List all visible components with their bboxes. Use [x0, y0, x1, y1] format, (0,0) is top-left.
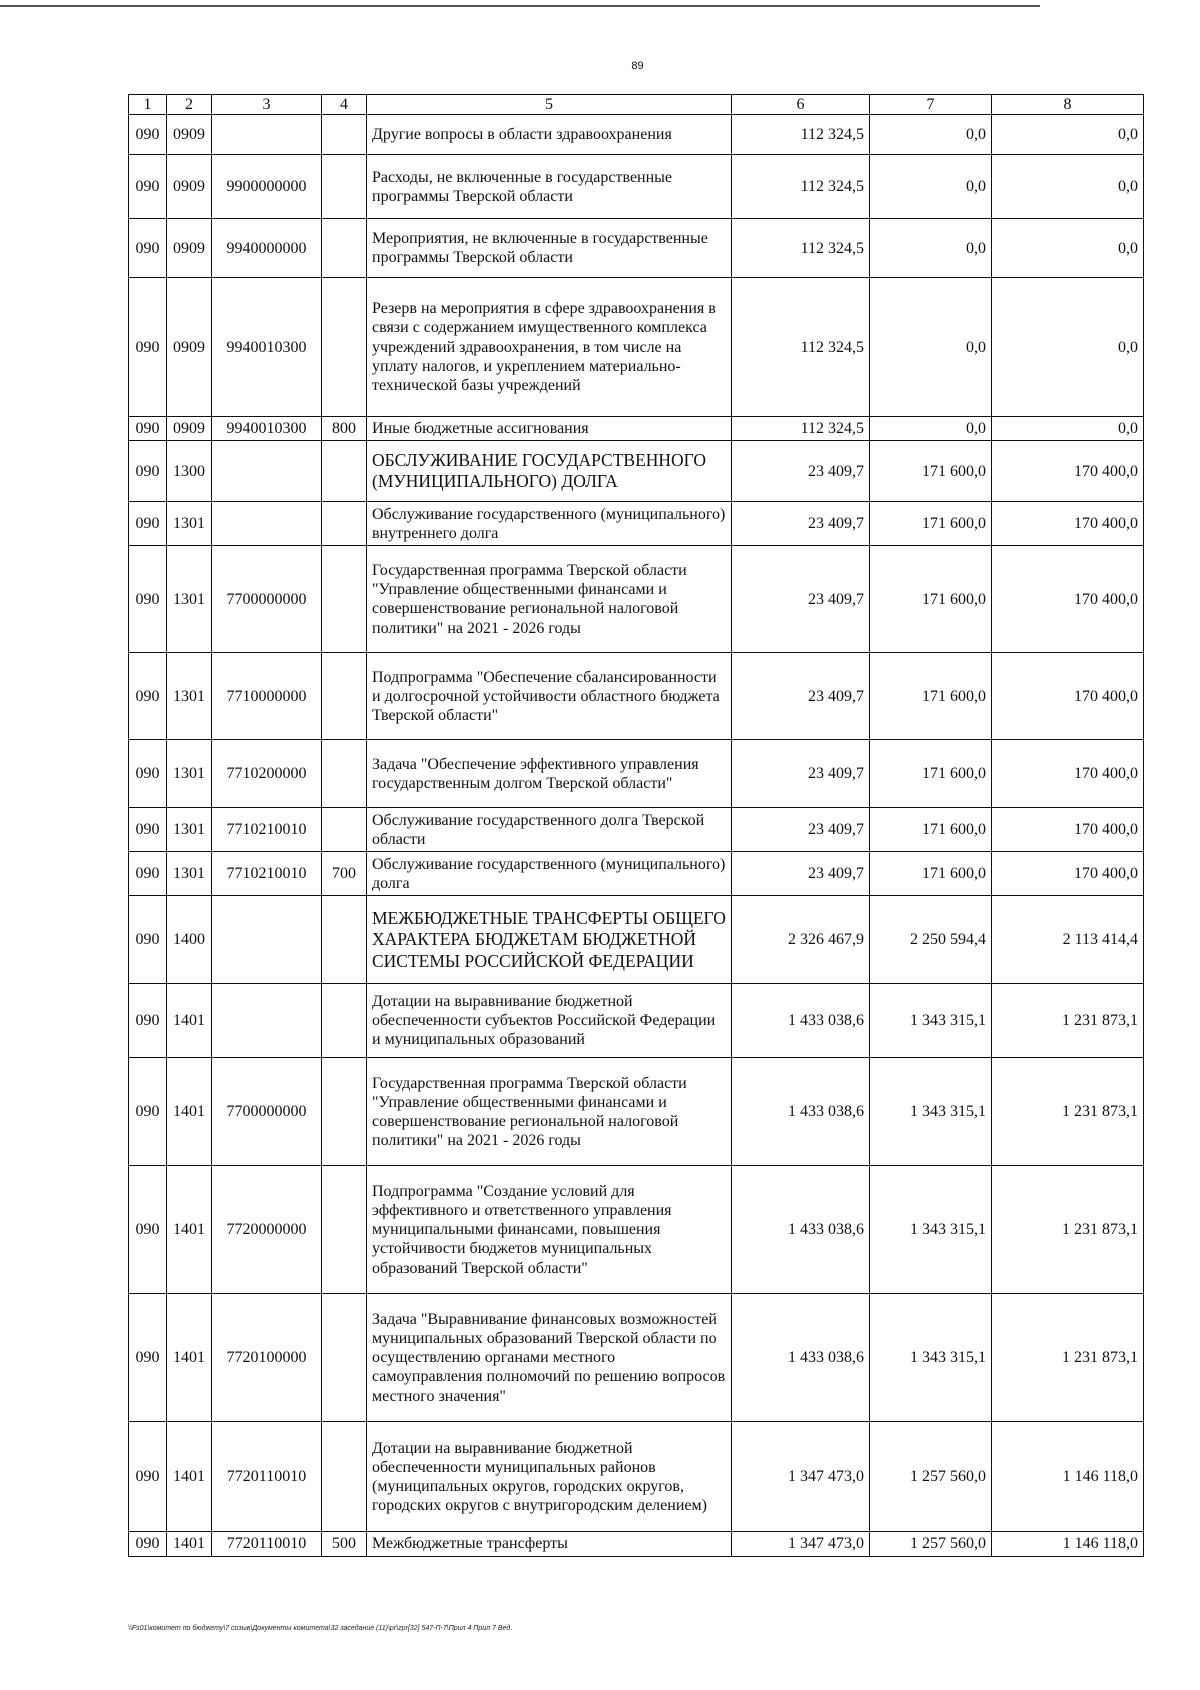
cell-description: Мероприятия, не включенные в государственные программы Тверской области — [367, 219, 732, 278]
cell-value-col7: 1 257 560,0 — [870, 1532, 992, 1556]
cell-value-col8: 1 231 873,1 — [992, 1058, 1144, 1166]
cell-value-col6: 23 409,7 — [732, 441, 870, 502]
cell-description: МЕЖБЮДЖЕТНЫЕ ТРАНСФЕРТЫ ОБЩЕГО ХАРАКТЕРА БЮДЖЕТАМ БЮДЖЕТНОЙ СИСТЕМЫ РОССИЙСКОЙ ФЕДЕРАЦИИ — [367, 896, 732, 984]
cell-value-col7: 171 600,0 — [870, 808, 992, 852]
cell-value-col7: 1 343 315,1 — [870, 1166, 992, 1294]
cell-value-col8: 1 146 118,0 — [992, 1532, 1144, 1556]
cell-value-col6: 23 409,7 — [732, 502, 870, 546]
cell-description: Обслуживание государственного (муниципального) внутреннего долга — [367, 502, 732, 546]
cell-description: ОБСЛУЖИВАНИЕ ГОСУДАРСТВЕННОГО (МУНИЦИПАЛЬНОГО) ДОЛГА — [367, 441, 732, 502]
cell-expense-type — [322, 441, 367, 502]
cell-value-col6: 112 324,5 — [732, 417, 870, 441]
cell-admin-code: 090 — [129, 1294, 167, 1422]
cell-admin-code: 090 — [129, 1422, 167, 1532]
cell-section-code: 1401 — [167, 1532, 212, 1556]
cell-description: Задача "Обеспечение эффективного управления государственным долгом Тверской области" — [367, 740, 732, 808]
cell-target-code: 7710000000 — [212, 653, 322, 740]
cell-value-col6: 23 409,7 — [732, 546, 870, 653]
table-row — [129, 1294, 1144, 1422]
cell-value-col7: 171 600,0 — [870, 653, 992, 740]
cell-admin-code: 090 — [129, 278, 167, 417]
cell-value-col8: 170 400,0 — [992, 546, 1144, 653]
cell-value-col8: 1 231 873,1 — [992, 1294, 1144, 1422]
cell-value-col7: 1 257 560,0 — [870, 1422, 992, 1532]
cell-value-col6: 112 324,5 — [732, 278, 870, 417]
table-row — [129, 502, 1144, 546]
cell-expense-type — [322, 502, 367, 546]
cell-value-col8: 170 400,0 — [992, 852, 1144, 896]
cell-value-col7: 0,0 — [870, 115, 992, 155]
cell-expense-type — [322, 1058, 367, 1166]
cell-value-col7: 171 600,0 — [870, 441, 992, 502]
cell-admin-code: 090 — [129, 115, 167, 155]
cell-value-col7: 0,0 — [870, 155, 992, 219]
cell-description: Государственная программа Тверской области "Управление общественными финансами и совершенствование региональной налоговой политики" на 2021 - 2026 годы — [367, 546, 732, 653]
cell-value-col7: 2 250 594,4 — [870, 896, 992, 984]
cell-expense-type: 800 — [322, 417, 367, 441]
header-cell: 3 — [212, 95, 322, 115]
cell-value-col6: 112 324,5 — [732, 219, 870, 278]
cell-section-code: 0909 — [167, 115, 212, 155]
cell-value-col6: 23 409,7 — [732, 653, 870, 740]
cell-value-col8: 170 400,0 — [992, 441, 1144, 502]
cell-target-code: 9940010300 — [212, 278, 322, 417]
cell-admin-code: 090 — [129, 546, 167, 653]
cell-value-col7: 0,0 — [870, 417, 992, 441]
cell-section-code: 0909 — [167, 278, 212, 417]
cell-value-col6: 1 433 038,6 — [732, 984, 870, 1058]
cell-section-code: 1401 — [167, 1294, 212, 1422]
cell-value-col8: 1 146 118,0 — [992, 1422, 1144, 1532]
cell-value-col8: 0,0 — [992, 219, 1144, 278]
header-cell: 7 — [870, 95, 992, 115]
cell-target-code: 7720000000 — [212, 1166, 322, 1294]
cell-section-code: 0909 — [167, 219, 212, 278]
cell-section-code: 1301 — [167, 502, 212, 546]
cell-section-code: 1401 — [167, 984, 212, 1058]
table-row — [129, 155, 1144, 219]
cell-admin-code: 090 — [129, 653, 167, 740]
cell-value-col8: 170 400,0 — [992, 740, 1144, 808]
cell-admin-code: 090 — [129, 1166, 167, 1294]
cell-section-code: 1301 — [167, 808, 212, 852]
cell-target-code: 7720110010 — [212, 1422, 322, 1532]
cell-admin-code: 090 — [129, 502, 167, 546]
cell-target-code: 7700000000 — [212, 546, 322, 653]
cell-value-col8: 0,0 — [992, 417, 1144, 441]
cell-description: Дотации на выравнивание бюджетной обеспеченности субъектов Российской Федерации и муниципальных образований — [367, 984, 732, 1058]
cell-admin-code: 090 — [129, 155, 167, 219]
cell-section-code: 1301 — [167, 740, 212, 808]
cell-target-code: 7710210010 — [212, 852, 322, 896]
table-row — [129, 984, 1144, 1058]
cell-value-col8: 1 231 873,1 — [992, 984, 1144, 1058]
header-cell: 6 — [732, 95, 870, 115]
cell-value-col6: 112 324,5 — [732, 115, 870, 155]
cell-value-col8: 0,0 — [992, 155, 1144, 219]
header-row — [129, 95, 1144, 115]
cell-expense-type — [322, 115, 367, 155]
cell-section-code: 1401 — [167, 1058, 212, 1166]
table-row — [129, 896, 1144, 984]
cell-value-col6: 1 433 038,6 — [732, 1294, 870, 1422]
page-number: 89 — [631, 60, 644, 72]
cell-expense-type — [322, 740, 367, 808]
cell-description: Задача "Выравнивание финансовых возможностей муниципальных образований Тверской области по осуществлению органами местного самоуправления полномочий по решению вопросов местного значения" — [367, 1294, 732, 1422]
cell-value-col7: 171 600,0 — [870, 546, 992, 653]
cell-expense-type — [322, 155, 367, 219]
cell-value-col7: 0,0 — [870, 278, 992, 417]
cell-value-col6: 23 409,7 — [732, 852, 870, 896]
table-row — [129, 417, 1144, 441]
cell-expense-type — [322, 653, 367, 740]
cell-admin-code: 090 — [129, 219, 167, 278]
top-rule — [0, 5, 1040, 7]
cell-target-code: 7720110010 — [212, 1532, 322, 1556]
cell-value-col7: 171 600,0 — [870, 740, 992, 808]
cell-section-code: 1300 — [167, 441, 212, 502]
cell-expense-type: 500 — [322, 1532, 367, 1556]
cell-admin-code: 090 — [129, 417, 167, 441]
cell-expense-type — [322, 1166, 367, 1294]
cell-target-code: 9940000000 — [212, 219, 322, 278]
table-row — [129, 546, 1144, 653]
cell-target-code — [212, 115, 322, 155]
cell-section-code: 1401 — [167, 1422, 212, 1532]
table-row — [129, 740, 1144, 808]
cell-value-col7: 171 600,0 — [870, 852, 992, 896]
cell-expense-type — [322, 546, 367, 653]
cell-expense-type — [322, 984, 367, 1058]
cell-value-col7: 1 343 315,1 — [870, 1294, 992, 1422]
cell-description: Подпрограмма "Обеспечение сбалансированности и долгосрочной устойчивости областного бюджета Тверской области" — [367, 653, 732, 740]
cell-description: Резерв на мероприятия в сфере здравоохранения в связи с содержанием имущественного комплекса учреждений здравоохранения, в том числе на уплату налогов, и укреплением материально-технической базы учреждений — [367, 278, 732, 417]
cell-section-code: 1301 — [167, 546, 212, 653]
cell-admin-code: 090 — [129, 852, 167, 896]
cell-section-code: 1400 — [167, 896, 212, 984]
table-row — [129, 1422, 1144, 1532]
cell-admin-code: 090 — [129, 740, 167, 808]
cell-value-col8: 170 400,0 — [992, 808, 1144, 852]
header-cell: 2 — [167, 95, 212, 115]
cell-value-col6: 1 433 038,6 — [732, 1058, 870, 1166]
header-cell: 4 — [322, 95, 367, 115]
cell-target-code: 9940010300 — [212, 417, 322, 441]
cell-admin-code: 090 — [129, 896, 167, 984]
cell-value-col8: 0,0 — [992, 278, 1144, 417]
cell-admin-code: 090 — [129, 1058, 167, 1166]
cell-target-code: 7720100000 — [212, 1294, 322, 1422]
cell-target-code: 7710210010 — [212, 808, 322, 852]
cell-target-code — [212, 441, 322, 502]
table-row — [129, 1058, 1144, 1166]
cell-value-col6: 112 324,5 — [732, 155, 870, 219]
cell-section-code: 1301 — [167, 852, 212, 896]
header-cell: 8 — [992, 95, 1144, 115]
cell-target-code — [212, 896, 322, 984]
budget-table — [128, 94, 1144, 1557]
cell-description: Расходы, не включенные в государственные программы Тверской области — [367, 155, 732, 219]
cell-description: Другие вопросы в области здравоохранения — [367, 115, 732, 155]
cell-value-col6: 1 433 038,6 — [732, 1166, 870, 1294]
cell-admin-code: 090 — [129, 441, 167, 502]
cell-target-code: 7710200000 — [212, 740, 322, 808]
cell-value-col7: 1 343 315,1 — [870, 984, 992, 1058]
cell-expense-type — [322, 219, 367, 278]
cell-value-col8: 170 400,0 — [992, 502, 1144, 546]
cell-value-col6: 2 326 467,9 — [732, 896, 870, 984]
cell-section-code: 1301 — [167, 653, 212, 740]
cell-admin-code: 090 — [129, 808, 167, 852]
cell-description: Дотации на выравнивание бюджетной обеспеченности муниципальных районов (муниципальных округов, городских округов, городских округов с внутригородским делением) — [367, 1422, 732, 1532]
table-row — [129, 219, 1144, 278]
cell-expense-type — [322, 278, 367, 417]
cell-value-col7: 1 343 315,1 — [870, 1058, 992, 1166]
cell-description: Государственная программа Тверской области "Управление общественными финансами и совершенствование региональной налоговой политики" на 2021 - 2026 годы — [367, 1058, 732, 1166]
cell-value-col6: 1 347 473,0 — [732, 1422, 870, 1532]
cell-expense-type — [322, 808, 367, 852]
cell-target-code — [212, 984, 322, 1058]
cell-section-code: 0909 — [167, 155, 212, 219]
cell-expense-type: 700 — [322, 852, 367, 896]
cell-value-col6: 23 409,7 — [732, 808, 870, 852]
cell-value-col6: 23 409,7 — [732, 740, 870, 808]
cell-description: Обслуживание государственного долга Тверской области — [367, 808, 732, 852]
cell-admin-code: 090 — [129, 984, 167, 1058]
cell-expense-type — [322, 1294, 367, 1422]
cell-expense-type — [322, 1422, 367, 1532]
cell-value-col8: 2 113 414,4 — [992, 896, 1144, 984]
cell-description: Межбюджетные трансферты — [367, 1532, 732, 1556]
cell-value-col6: 1 347 473,0 — [732, 1532, 870, 1556]
table-row — [129, 1166, 1144, 1294]
cell-description: Подпрограмма "Создание условий для эффективного и ответственного управления муниципальными финансами, повышения устойчивости бюджетов муниципальных образований Тверской области" — [367, 1166, 732, 1294]
cell-section-code: 1401 — [167, 1166, 212, 1294]
table-row — [129, 441, 1144, 502]
table-row — [129, 115, 1144, 155]
cell-admin-code: 090 — [129, 1532, 167, 1556]
cell-target-code: 7700000000 — [212, 1058, 322, 1166]
table-row — [129, 808, 1144, 852]
cell-section-code: 0909 — [167, 417, 212, 441]
cell-target-code: 9900000000 — [212, 155, 322, 219]
cell-value-col7: 171 600,0 — [870, 502, 992, 546]
table-row — [129, 278, 1144, 417]
header-cell: 5 — [367, 95, 732, 115]
cell-expense-type — [322, 896, 367, 984]
cell-value-col8: 1 231 873,1 — [992, 1166, 1144, 1294]
header-cell: 1 — [129, 95, 167, 115]
cell-description: Иные бюджетные ассигнования — [367, 417, 732, 441]
cell-description: Обслуживание государственного (муниципального) долга — [367, 852, 732, 896]
cell-value-col8: 0,0 — [992, 115, 1144, 155]
table-row — [129, 852, 1144, 896]
table-row — [129, 653, 1144, 740]
cell-target-code — [212, 502, 322, 546]
footer-file-path: \\Fs01\комитет по бюджету\7 созыв\Документы комитета\32 заседание (11)\pr\zpr[32] 547-П-7\Прил 4 Прил 7 Вед. — [128, 1625, 513, 1632]
table-row — [129, 1532, 1144, 1556]
cell-value-col7: 0,0 — [870, 219, 992, 278]
cell-value-col8: 170 400,0 — [992, 653, 1144, 740]
